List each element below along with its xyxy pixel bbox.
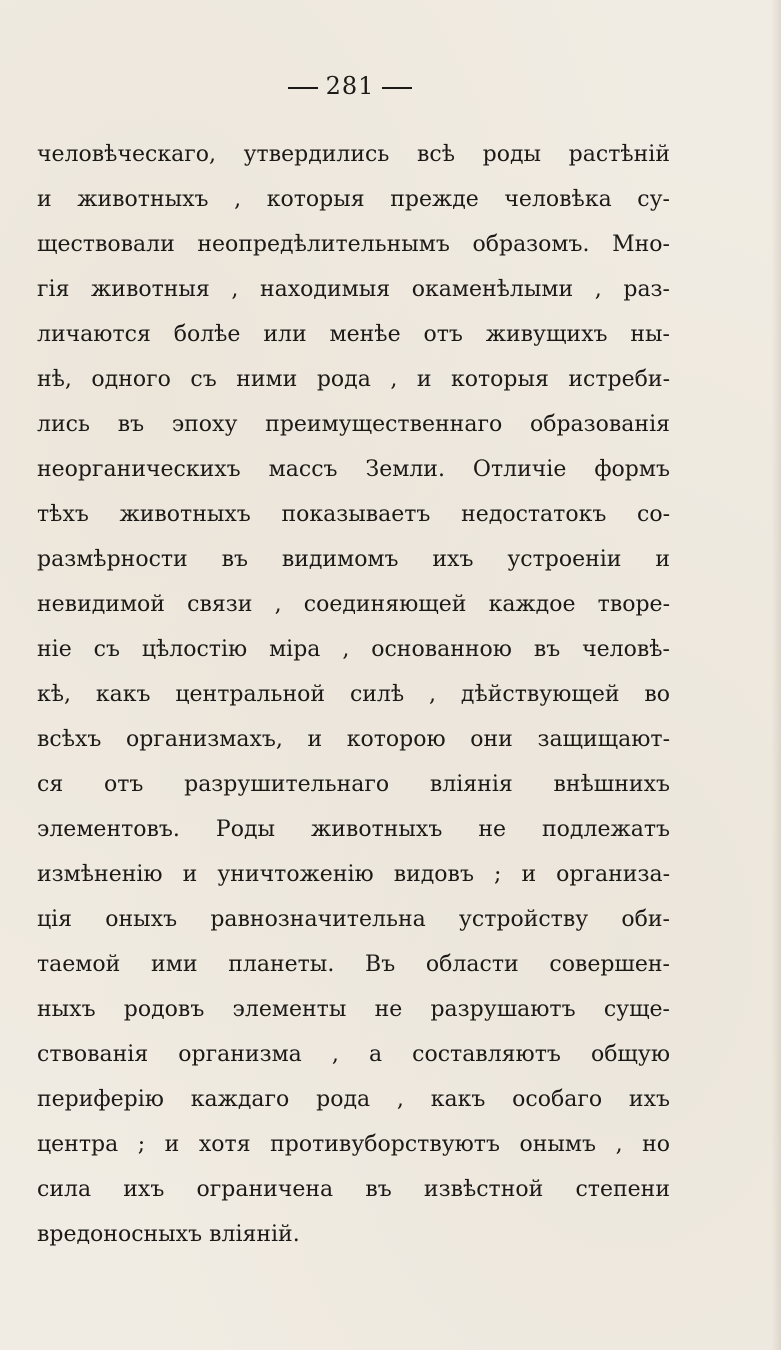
text-line: тѣхъ животныхъ показываетъ недостатокъ со- bbox=[37, 502, 670, 527]
text-line: человѣческаго, утвердились всѣ роды растѣній bbox=[37, 142, 670, 167]
text-line: и животныхъ , которыя прежде человѣка су- bbox=[37, 187, 670, 212]
text-line: неорганическихъ массъ Земли. Отличіе формъ bbox=[37, 457, 670, 482]
text-line: сила ихъ ограничена въ извѣстной степени bbox=[37, 1177, 670, 1202]
text-line: кѣ, какъ центральной силѣ , дѣйствующей во bbox=[37, 682, 670, 707]
text-line: ныхъ родовъ элементы не разрушаютъ суще- bbox=[37, 997, 670, 1022]
folio-dash-right bbox=[382, 87, 412, 89]
text-line: ся отъ разрушительнаго вліянія внѣшнихъ bbox=[37, 772, 670, 797]
text-line: нѣ, одного съ ними рода , и которыя истреби- bbox=[37, 367, 670, 392]
text-line: личаются болѣе или менѣе отъ живущихъ ны- bbox=[37, 322, 670, 347]
page-edge-shadow bbox=[771, 0, 781, 1350]
text-line: центра ; и хотя противуборствуютъ онымъ , но bbox=[37, 1132, 670, 1157]
text-line: измѣненію и уничтоженію видовъ ; и организа- bbox=[37, 862, 670, 887]
text-line: лись въ эпоху преимущественнаго образованія bbox=[37, 412, 670, 437]
text-line: ніе съ цѣлостію міра , основанною въ человѣ- bbox=[37, 637, 670, 662]
text-line: ція оныхъ равнозначительна устройству оби- bbox=[37, 907, 670, 932]
page-number: 281 bbox=[325, 72, 375, 100]
text-line: гія животныя , находимыя окаменѣлыми , раз- bbox=[37, 277, 670, 302]
text-line: размѣрности въ видимомъ ихъ устроеніи и bbox=[37, 547, 670, 572]
text-line: невидимой связи , соединяющей каждое творе- bbox=[37, 592, 670, 617]
text-line: периферію каждаго рода , какъ особаго ихъ bbox=[37, 1087, 670, 1112]
text-line: всѣхъ организмахъ, и которою они защищают- bbox=[37, 727, 670, 752]
text-line: элементовъ. Роды животныхъ не подлежатъ bbox=[37, 817, 670, 842]
text-line: ществовали неопредѣлительнымъ образомъ. Мно- bbox=[37, 232, 670, 257]
folio-dash-left bbox=[288, 87, 318, 89]
text-line-last: вредоносныхъ вліяній. bbox=[37, 1222, 300, 1247]
text-line: ствованія организма , а составляютъ общую bbox=[37, 1042, 670, 1067]
body-text bbox=[37, 132, 670, 1257]
text-line: таемой ими планеты. Въ области совершен- bbox=[37, 952, 670, 977]
page-number-header bbox=[0, 72, 700, 100]
